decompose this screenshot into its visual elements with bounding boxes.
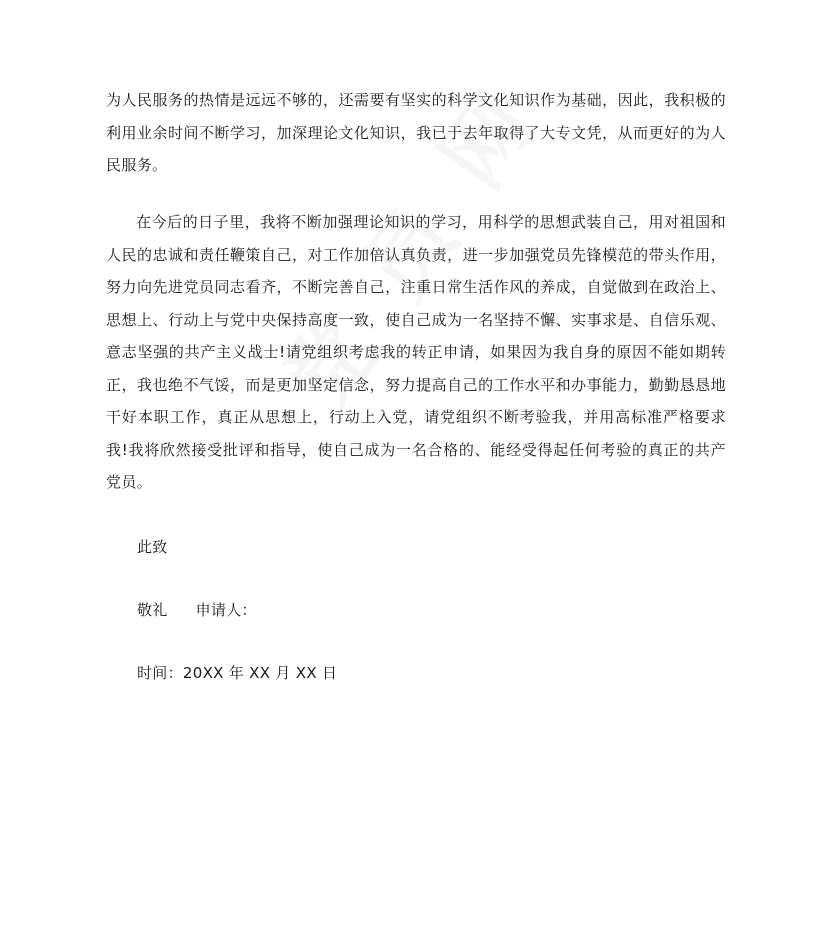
body-paragraph-2: 在今后的日子里，我将不断加强理论知识的学习，用科学的思想武装自己，用对祖国和人民的忠诚和责任鞭策自己，对工作加倍认真负责，进一步加强党员先锋模范的带头作用，努力向先进党员同志看齐，不断完善自己，注重日常生活作风的养成，自觉做到在政治上、思想上、行动上与党中央保持高度一致，使自己成为一名坚持不懈、实事求是、自信乐观、意志坚强的共产主义战士!请党组织考虑我的转正申请，如果因为我自身的原因不能如期转正，我也绝不气馁，而是更加坚定信念，努力提高自己的工作水平和办事能力，勤勤恳恳地干好本职工作，真正从思想上，行动上入党，请党组织不断考验我，并用高标准严格要求我!我将欣然接受批评和指导，使自己成为一名合格的、能经受得起任何考验的真正的共产党员。 [106, 213, 726, 491]
applicant-label: 申请人： [195, 601, 257, 619]
date-line: 时间：20XX 年 XX 月 XX 日 [137, 664, 338, 682]
body-paragraph-1: 为人民服务的热情是远远不够的，还需要有坚实的科学文化知识作为基础，因此，我积极的利用业余时间不断学习，加深理论文化知识，我已于去年取得了大专文凭，从而更好的为人民服务。 [106, 91, 726, 174]
regards-text: 敬礼 [137, 601, 168, 619]
signature-line [137, 599, 257, 621]
closing-salutation: 此致 [137, 538, 168, 556]
